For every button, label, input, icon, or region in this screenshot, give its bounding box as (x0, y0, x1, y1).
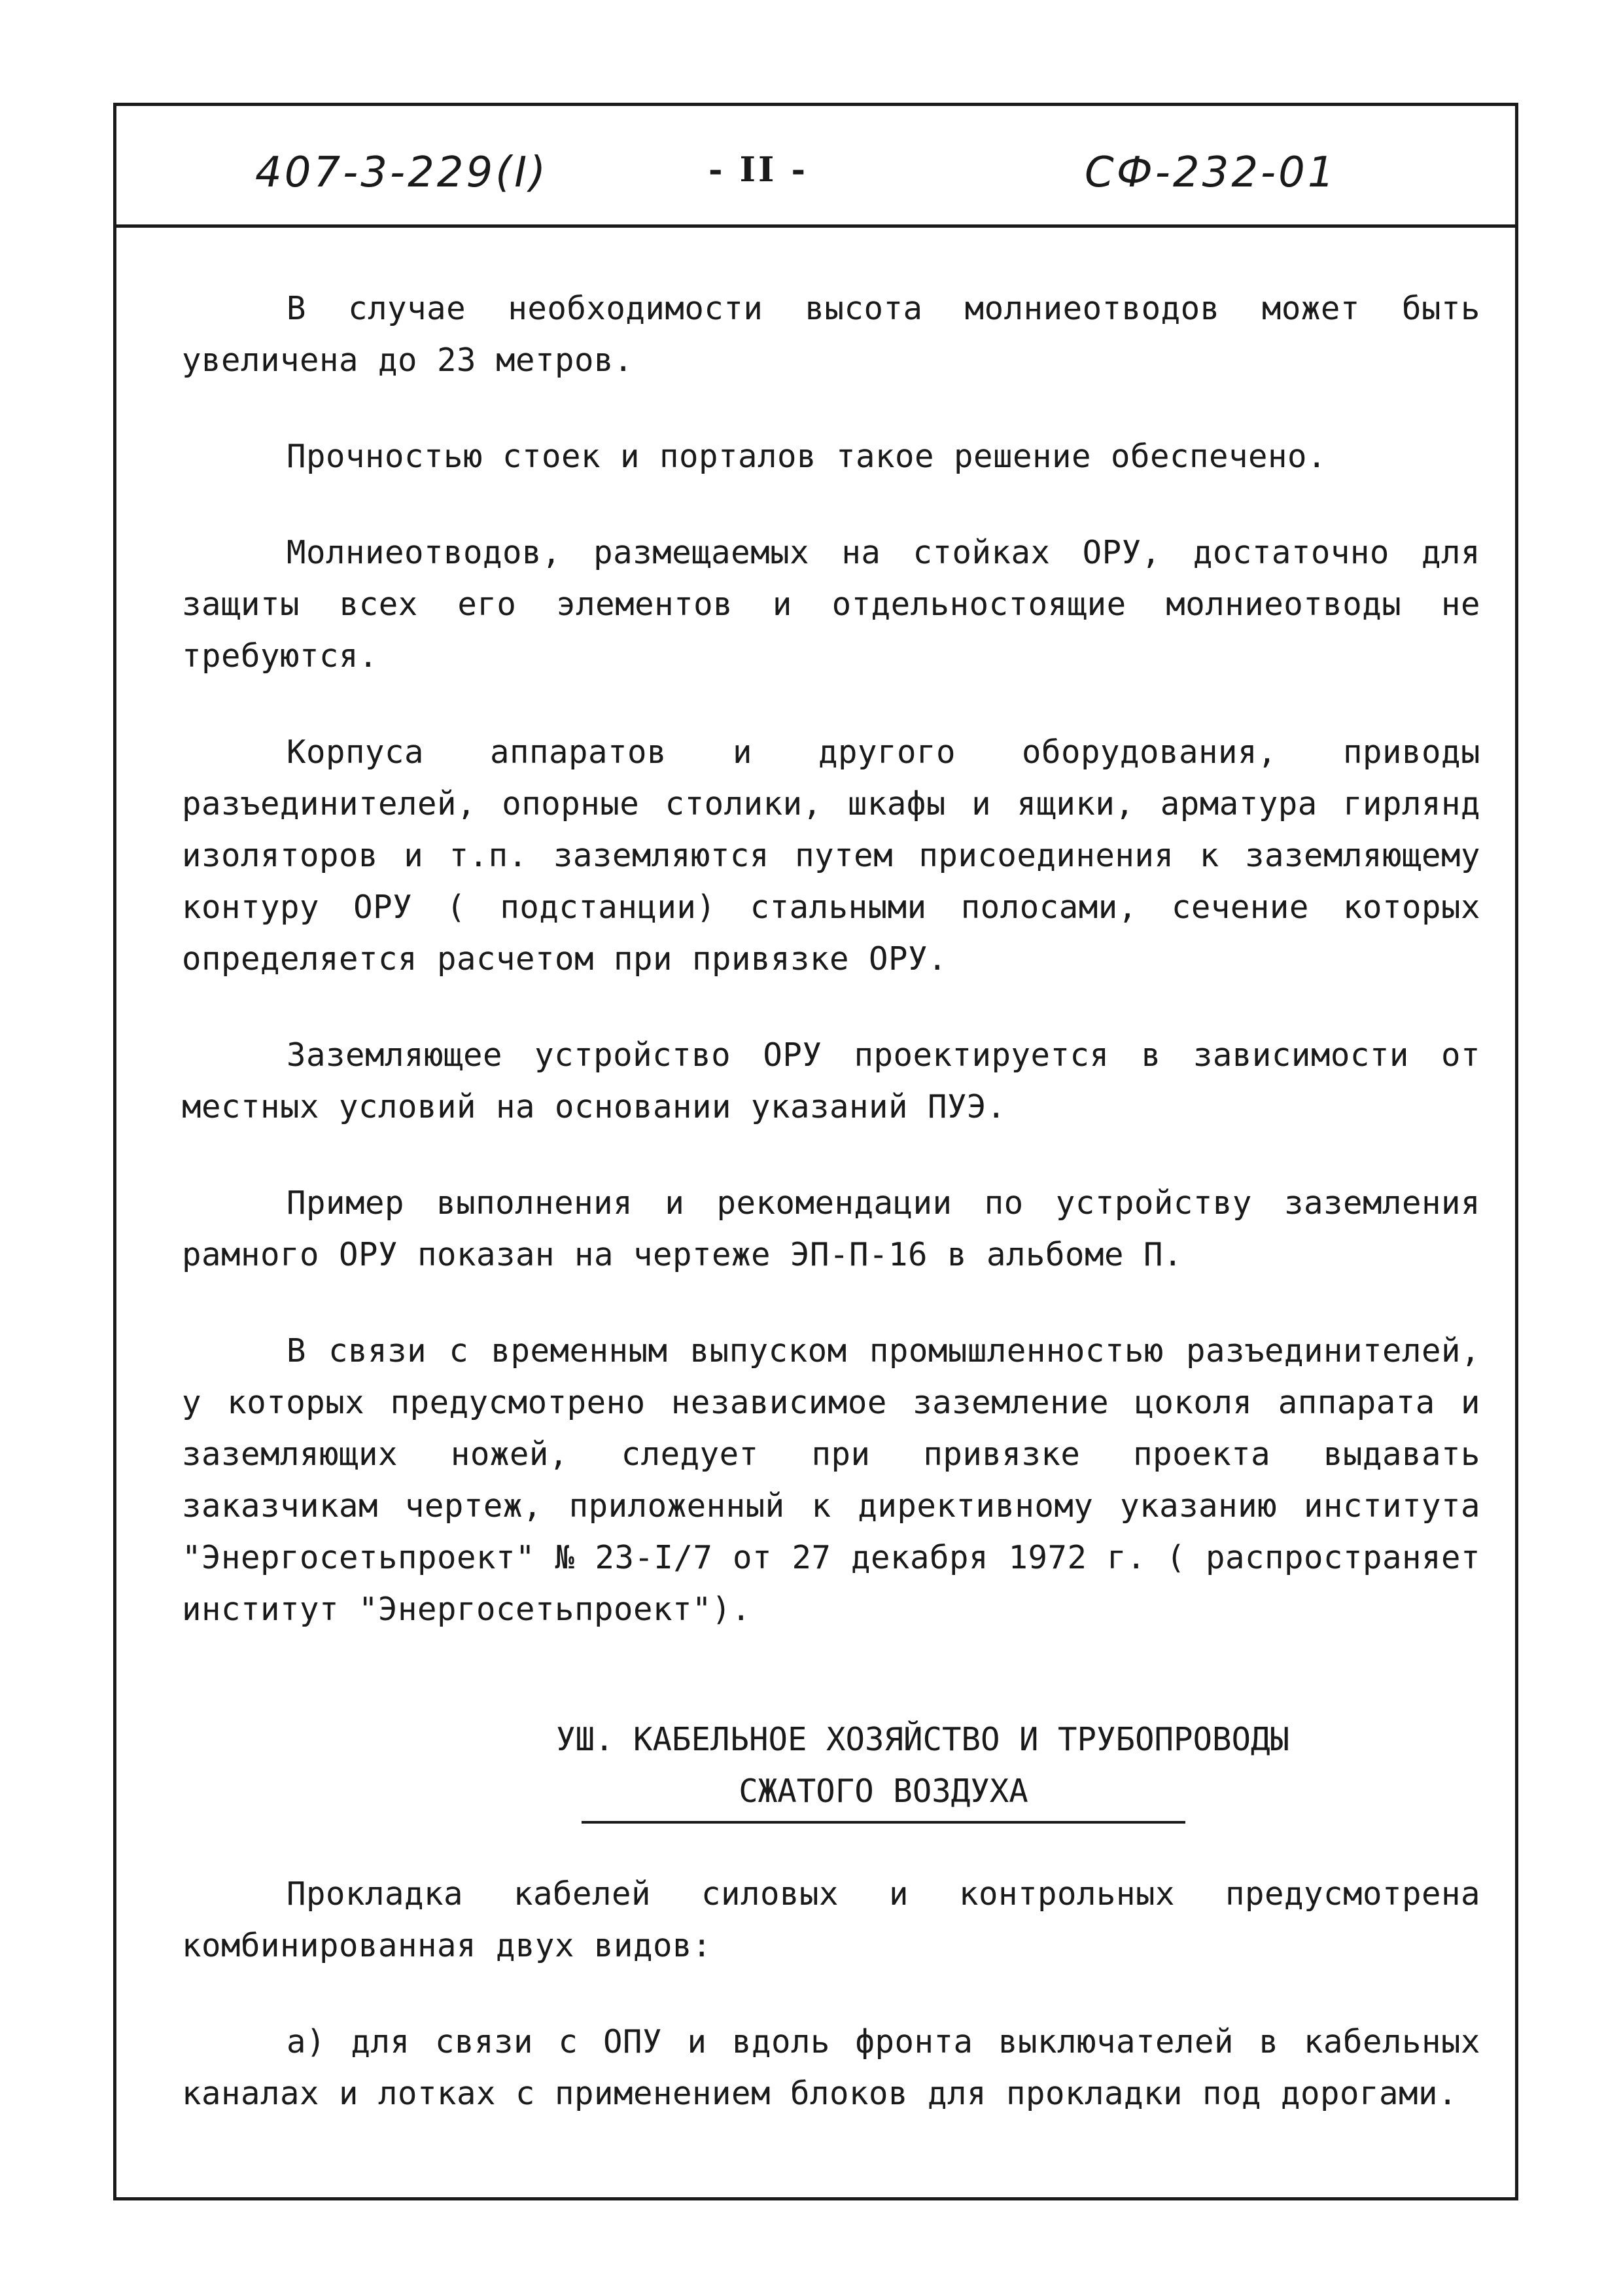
paragraph: а) для связи с ОПУ и вдоль фронта выключателей в кабельных каналах и лотках с применением блоков для прокладки под дорогами. (182, 2023, 1480, 2112)
paragraph: Прокладка кабелей силовых и контрольных предусмотрена комбинированная двух видов: (182, 1875, 1480, 1964)
paragraph: Молниеотводов, размещаемых на стойках ОРУ, достаточно для защиты всех его элементов и отдельностоящие молниеотводы не требуются. (182, 534, 1480, 675)
section-heading-line1: УШ. КАБЕЛЬНОЕ ХОЗЯЙСТВО И ТРУБОПРОВОДЫ (555, 1721, 1290, 1758)
paragraph: В случае необходимости высота молниеотводов может быть увеличена до 23 метров. (182, 290, 1480, 379)
paragraph: Пример выполнения и рекомендации по устройству заземления рамного ОРУ показан на чертеже ЭП-П-16 в альбоме П. (182, 1184, 1480, 1273)
paragraph: Заземляющее устройство ОРУ проектируется в зависимости от местных условий на основании указаний ПУЭ. (182, 1036, 1480, 1125)
page-frame (113, 103, 1518, 2200)
document-code: 407-3-229(I) (255, 149, 549, 197)
sheet-code: СФ-232-01 (1085, 149, 1337, 197)
document-body (182, 283, 1480, 2164)
paragraph: Корпуса аппаратов и другого оборудования, приводы разъединителей, опорные столики, шкафы и ящики, арматура гирлянд изоляторов и т.п. заземляются путем присоединения к заземляющему контуру ОРУ ( подстанции) стальными полосами, сечение которых определяется расчетом при привязке ОРУ. (182, 733, 1480, 978)
section-heading (182, 1714, 1480, 1824)
paragraph: Прочностью стоек и порталов такое решение обеспечено. (287, 438, 1327, 475)
section-heading-line2: СЖАТОГО ВОЗДУХА (582, 1765, 1185, 1824)
title-block (116, 106, 1515, 228)
paragraph: В связи с временным выпуском промышленностью разъединителей, у которых предусмотрено независимое заземление цоколя аппарата и заземляющих ножей, следует при привязке проекта выдавать заказчикам чертеж, приложенный к директивному указанию института "Энергосетьпроект" № 23-I/7 от 27 декабря 1972 г. ( распространяет институт "Энергосетьпроект"). (182, 1332, 1480, 1628)
page-number: - II - (708, 150, 809, 190)
